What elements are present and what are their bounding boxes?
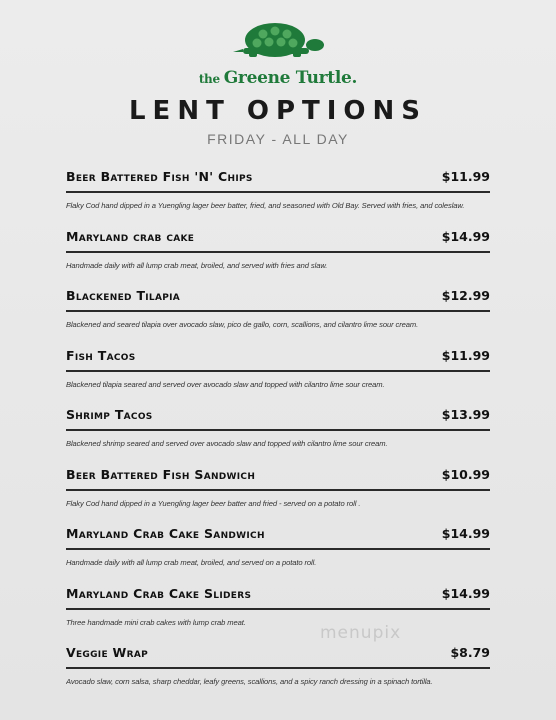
menu-item-description: Three handmade mini crab cakes with lump crab meat. [66,617,246,627]
menu-list [66,165,490,701]
menu-item-name: Maryland crab cake [66,228,195,244]
page-title: LENT OPTIONS [128,96,428,126]
menu-item-name: Maryland Crab Cake Sandwich [66,526,265,541]
menu-item-header [66,403,490,431]
menu-item-description: Flaky Cod hand dipped in a Yuengling lager beer batter, fried, and seasoned with Old Bay. Served with fries, and coleslaw. [66,201,465,210]
menu-item-name: Maryland Crab Cake Sliders [66,585,252,601]
menu-item [66,582,490,642]
menu-item-price: $12.99 [441,288,490,303]
menu-item-description: Blackened tilapia seared and served over avocado slaw and topped with cilantro lime sour cream. [66,379,385,389]
menu-item-name: Beer Battered Fish Sandwich [66,466,256,482]
menu-item-header [66,344,490,372]
menu-item-description: Avocado slaw, corn salsa, sharp cheddar, leafy greens, scallions, and a spicy ranch dressing in a spinach tortilla. [66,677,433,686]
menu-item [66,463,490,523]
page-subtitle: FRIDAY - ALL DAY [207,131,349,147]
menu-item [66,284,490,344]
menu-item-name: Veggie Wrap [66,645,149,660]
turtle-icon [223,18,333,58]
menu-item-name: Beer Battered Fish 'N' Chips [66,169,253,184]
menu-item-price: $14.99 [441,228,490,244]
brand-logo [0,18,556,92]
menu-item-price: $13.99 [441,407,490,422]
menu-item-header [66,641,490,669]
brand-suffix: . [351,68,358,88]
menu-item-description: Blackened shrimp seared and served over avocado slaw and topped with cilantro lime sour cream. [66,439,388,448]
menu-item-price: $14.99 [441,585,490,601]
menu-item-name: Blackened Tilapia [66,288,181,303]
brand-wordmark: Greene Turtle [223,68,352,88]
menu-item-header [66,522,490,550]
menu-item-header [66,463,490,491]
menu-item-header [66,225,490,253]
brand-name [0,68,556,88]
menu-item [66,344,490,404]
menu-item-description: Handmade daily with all lump crab meat, broiled, and served on a potato roll. [66,558,317,567]
menu-item-price: $14.99 [441,526,490,541]
menu-item-name: Fish Tacos [66,347,136,363]
brand-prefix: the [198,72,224,86]
menu-item-description: Flaky Cod hand dipped in a Yuengling lager beer batter and fried - served on a potato roll . [66,498,361,508]
menu-item [66,165,490,225]
menu-item-header [66,582,490,610]
menu-item [66,522,490,582]
menu-item-header [66,165,490,193]
menu-item-price: $11.99 [441,347,490,363]
menu-item [66,641,490,701]
menu-item-price: $10.99 [441,466,490,482]
menu-item [66,225,490,285]
menu-item-header [66,284,490,312]
menu-item-price: $11.99 [441,169,490,184]
watermark: menupix [320,623,402,643]
menu-item-name: Shrimp Tacos [66,407,153,422]
menu-item-description: Blackened and seared tilapia over avocado slaw, pico de gallo, corn, scallions, and cilantro lime sour cream. [66,320,419,329]
menu-item-price: $8.79 [450,645,490,660]
menu-item-description: Handmade daily with all lump crab meat, broiled, and served with fries and slaw. [66,260,328,270]
menu-item [66,403,490,463]
